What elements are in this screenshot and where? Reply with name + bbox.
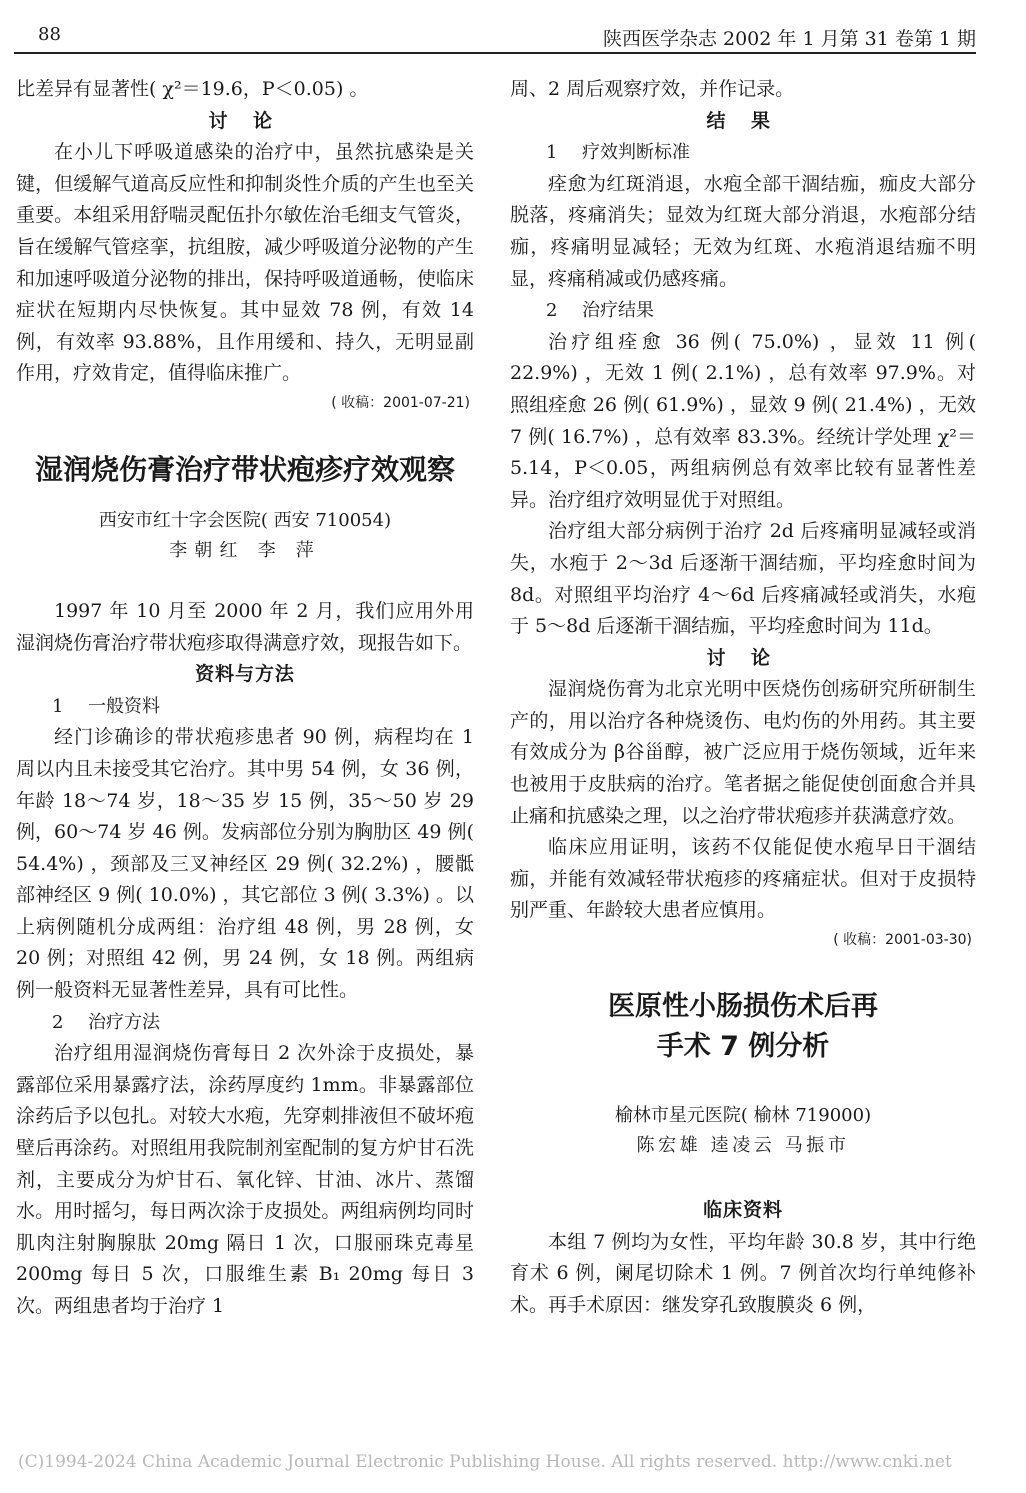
methods-heading: 资料与方法 (195, 663, 295, 686)
subsection-number: 2 (546, 300, 558, 322)
subsection-criteria (510, 137, 976, 169)
received-date: ( 收稿：2001-03-30) (833, 932, 972, 949)
clinical-data-heading: 临床资料 (703, 1199, 783, 1222)
article-title: 湿润烧伤膏治疗带状疱疹疗效观察 (34, 452, 455, 486)
subsection-title: 治疗结果 (582, 300, 654, 322)
healing-time-text: 治疗组大部分病例于治疗 2d 后疼痛明显减轻或消失，水疱于 2～3d 后逐渐干涸结痂，平均痊愈时间为 8d。对照组平均治疗 4～6d 后疼痛减轻或消失，水疱于 5～8d 后逐渐干涸结痂，平均痊愈时间为 11d。 (510, 520, 976, 638)
clinical-data-text: 本组 7 例均为女性，平均年龄 30.8 岁，其中行绝育术 6 例，阑尾切除术 1 例。7 例首次均行单纯修补术。再手术原因：继发穿孔致腹膜炎 6 例， (510, 1230, 976, 1316)
continued-text: 周、2 周后观察疗效，并作记录。 (510, 78, 795, 100)
next-article-title-line-1: 医原性小肠损伤术后再 (608, 991, 878, 1023)
article-affiliation: 西安市红十字会医院( 西安 710054) (98, 509, 392, 531)
article-authors: 李朝红 李 萍 (169, 539, 321, 561)
subsection-title: 治疗方法 (88, 1011, 160, 1033)
treatment-results-text: 治疗组痊愈 36 例( 75.0%) ，显效 11 例( 22.9%) ，无效 1 例( 2.1%) ，总有效率 97.9%。对照组痊愈 26 例( 61.9%) ，显效 9 例( 21.4%) ，无效 7 例( 16.7%) ，总有效率 83.3%。经统计学处理 χ²＝5.14，P＜0.05，两组病例总有效率比较有显著性差异。治疗组疗效明显优于对照组。 (510, 330, 976, 511)
previous-received-date: ( 收稿：2001-07-21) (331, 394, 470, 411)
subsection-title: 疗效判断标准 (582, 142, 690, 164)
page-header (14, 18, 976, 54)
copyright-watermark: (C)1994-2024 China Academic Journal Electronic Publishing House. All rights reserved. http://www.cnki.net (18, 1452, 952, 1472)
left-column (16, 74, 474, 1323)
general-data-text: 经门诊确诊的带状疱疹患者 90 例，病程均在 1 周以内且未接受其它治疗。其中男 54 例，女 36 例，年龄 18～74 岁，18～35 岁 15 例，35～50 岁 29 例，60～74 岁 46 例。发病部位分别为胸肋区 49 例( 54.4%) ，颈部及三叉神经区 29 例( 32.2%) ，腰骶部神经区 9 例( 10.0%) ，其它部位 3 例( 3.3%) 。以上病例随机分成两组：治疗组 48 例，男 28 例，女 20 例；对照组 42 例，男 24 例，女 18 例。两组病例一般资料无显著性差异，具有可比性。 (16, 726, 474, 1002)
subsection-treatment-results (510, 295, 976, 327)
previous-discussion-text: 在小儿下呼吸道感染的治疗中，虽然抗感染是关键，但缓解气道高反应性和抑制炎性介质的产生也至关重要。本组采用舒喘灵配伍扑尔敏佐治毛细支气管炎，旨在缓解气管痉挛，抗组胺，减少呼吸道分泌物的产生和加速呼吸道分泌物的排出，保持呼吸道通畅，使临床症状在短期内尽快恢复。其中显效 78 例，有效 14 例，有效率 93.88%，且作用缓和、持久，无明显副作用，疗效肯定，值得临床推广。 (16, 141, 474, 385)
criteria-text: 痊愈为红斑消退，水疱全部干涸结痂，痂皮大部分脱落，疼痛消失；显效为红斑大部分消退，水疱部分结痂，疼痛明显减轻；无效为红斑、水疱消退结痂不明显，疼痛稍减或仍感疼痛。 (510, 172, 976, 290)
next-article-authors: 陈宏雄 逵凌云 马振市 (636, 1135, 850, 1157)
journal-info: 陕西医学杂志 2002 年 1 月第 31 卷第 1 期 (602, 28, 976, 50)
next-article-title-line-2: 手术 7 例分析 (656, 1031, 830, 1063)
next-article-affiliation: 榆林市星元医院( 榆林 719000) (614, 1105, 872, 1127)
subsection-title: 一般资料 (88, 695, 160, 717)
subsection-number: 1 (546, 142, 558, 164)
results-heading: 结 果 (706, 109, 780, 132)
right-column (510, 74, 976, 1321)
subsection-number: 2 (52, 1011, 64, 1033)
treatment-method-text: 治疗组用湿润烧伤膏每日 2 次外涂于皮损处，暴露部位采用暴露疗法，涂药厚度约 1mm。非暴露部位涂药后予以包扎。对较大水疱，先穿刺排液但不破坏疱壁后再涂药。对照组用我院制剂室配制的复方炉甘石洗剂，主要成分为炉甘石、氧化锌、甘油、冰片、蒸馏水。用时摇匀，每日两次涂于皮损处。两组病例均同时肌肉注射胸腺肽 20mg 隔日 1 次，口服丽珠克毒星 200mg 每日 5 次，口服维生素 B₁ 20mg 每日 3 次。两组患者均于治疗 1 (16, 1042, 474, 1317)
page-number: 88 (38, 24, 61, 45)
previous-discussion-heading: 讨 论 (208, 109, 282, 132)
article-intro: 1997 年 10 月至 2000 年 2 月，我们应用外用湿润烧伤膏治疗带状疱疹取得满意疗效，现报告如下。 (16, 599, 474, 654)
subsection-general-data (16, 691, 474, 723)
discussion-paragraph-1: 湿润烧伤膏为北京光明中医烧伤创疡研究所研制生产的，用以治疗各种烧烫伤、电灼伤的外用药。其主要有效成分为 β谷甾醇，被广泛应用于烧伤领域，近年来也被用于皮肤病的治疗。笔者据之能促使创面愈合并具止痛和抗感染之理，以之治疗带状疱疹并获满意疗效。 (510, 678, 976, 827)
subsection-treatment-method (16, 1007, 474, 1039)
previous-article-tail: 比差异有显著性( χ²＝19.6，P＜0.05) 。 (16, 78, 369, 100)
subsection-number: 1 (52, 695, 64, 717)
discussion-paragraph-2: 临床应用证明，该药不仅能促使水疱早日干涸结痂，并能有效减轻带状疱疹的疼痛症状。但对于皮损特别严重、年龄较大患者应慎用。 (510, 836, 976, 922)
discussion-heading: 讨 论 (706, 646, 780, 669)
